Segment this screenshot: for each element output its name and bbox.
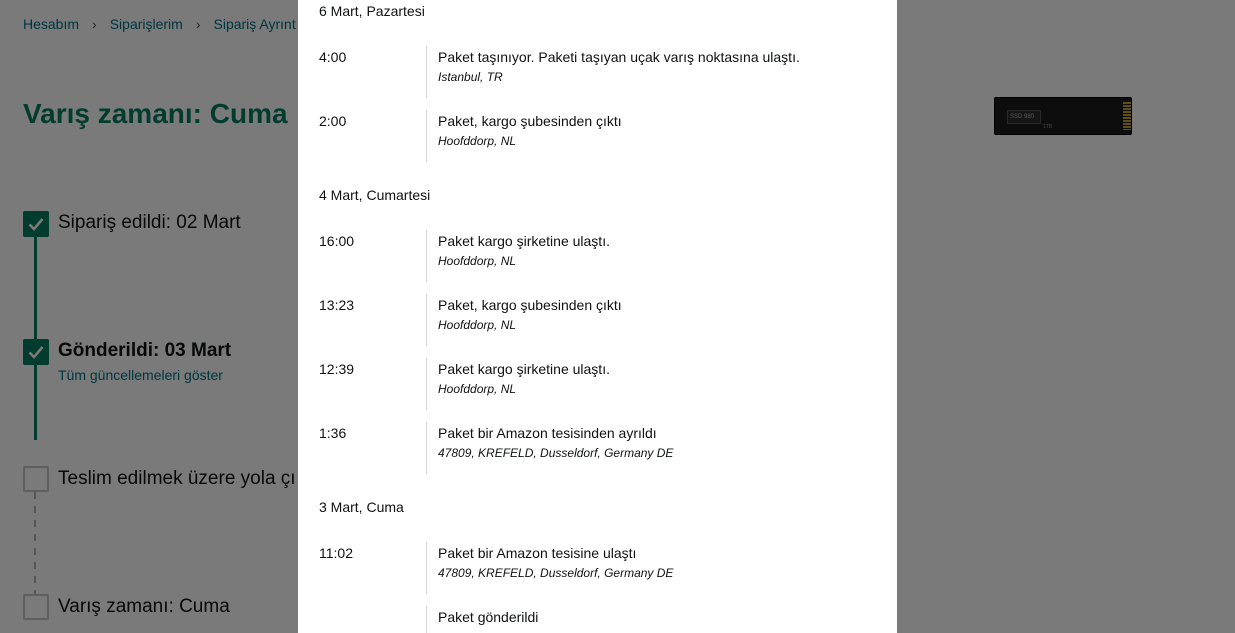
event-description: Paket kargo şirketine ulaştı. (438, 361, 610, 377)
event-time: 13:23 (319, 297, 355, 313)
event-time: 16:00 (319, 233, 355, 249)
day-header: 4 Mart, Cumartesi (319, 187, 431, 203)
event-description: Paket bir Amazon tesisine ulaştı (438, 545, 637, 561)
event-time: 2:00 (319, 113, 347, 129)
event-description: Paket, kargo şubesinden çıktı (438, 113, 622, 129)
event-description: Paket bir Amazon tesisinden ayrıldı (438, 425, 657, 441)
event-divider (426, 46, 427, 98)
event-divider (426, 110, 427, 162)
event-divider (426, 606, 427, 633)
event-description: Paket gönderildi (438, 609, 539, 625)
day-header: 6 Mart, Pazartesi (319, 3, 425, 19)
event-location: Hoofddorp, NL (438, 318, 517, 332)
event-divider (426, 358, 427, 410)
event-divider (426, 542, 427, 594)
day-header: 3 Mart, Cuma (319, 499, 404, 515)
event-description: Paket kargo şirketine ulaştı. (438, 233, 610, 249)
event-location: 47809, KREFELD, Dusseldorf, Germany DE (438, 446, 674, 460)
event-divider (426, 294, 427, 346)
event-description: Paket taşınıyor. Paketi taşıyan uçak varış noktasına ulaştı. (438, 49, 800, 65)
event-description: Paket, kargo şubesinden çıktı (438, 297, 622, 313)
event-divider (426, 230, 427, 282)
event-divider (426, 422, 427, 474)
event-location: Hoofddorp, NL (438, 382, 517, 396)
event-location: Hoofddorp, NL (438, 134, 517, 148)
tracking-updates-modal (298, 0, 897, 633)
event-location: Istanbul, TR (438, 70, 503, 84)
event-location: Hoofddorp, NL (438, 254, 517, 268)
event-time: 4:00 (319, 49, 347, 65)
event-location: 47809, KREFELD, Dusseldorf, Germany DE (438, 566, 674, 580)
event-time: 1:36 (319, 425, 347, 441)
event-time: 11:02 (319, 545, 353, 561)
event-time: 12:39 (319, 361, 355, 377)
